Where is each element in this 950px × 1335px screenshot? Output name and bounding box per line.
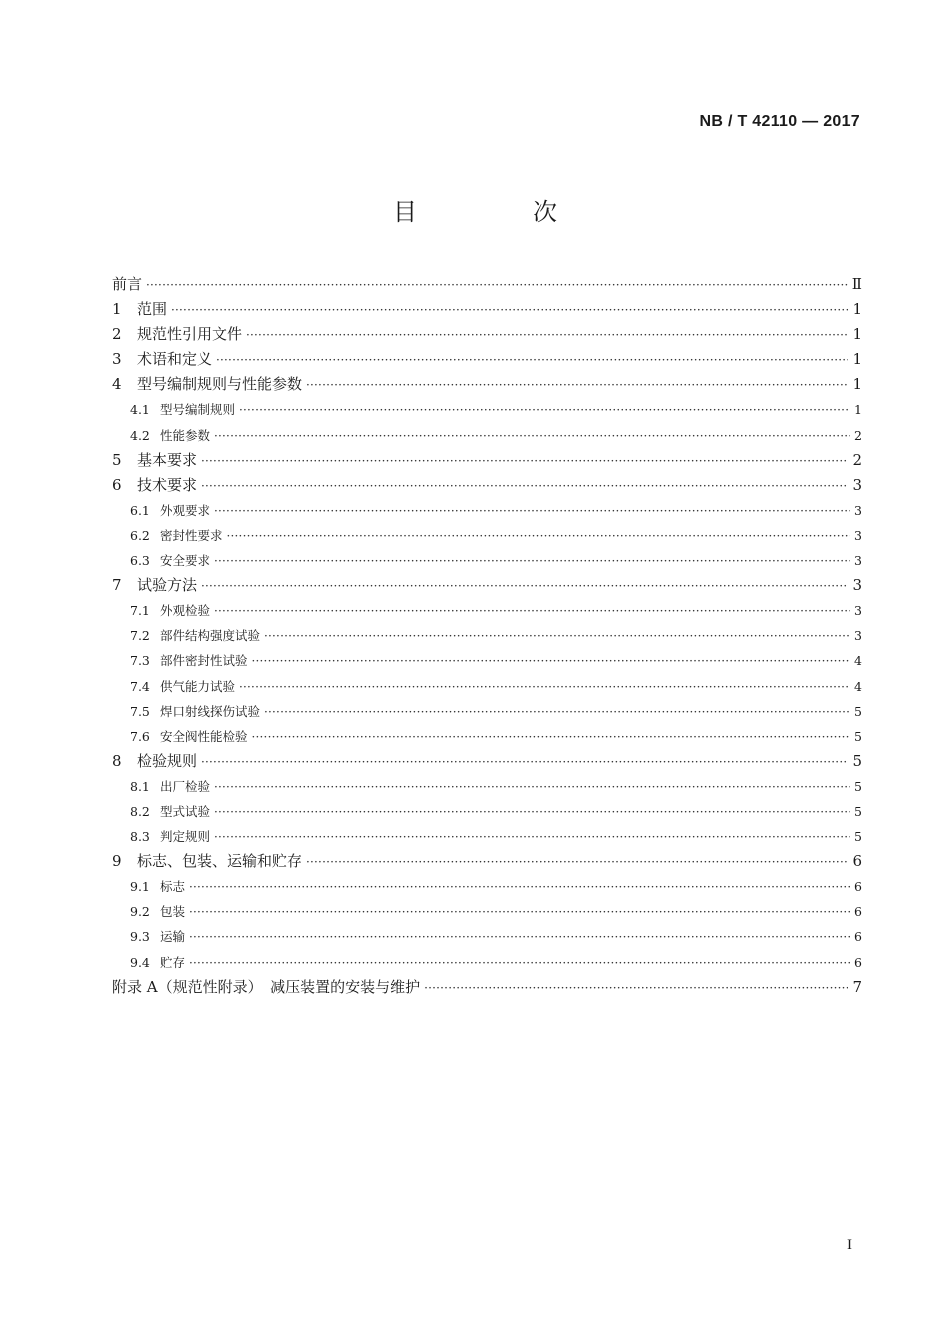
toc-entry-number: 4.2 xyxy=(130,427,150,443)
toc-entry-title: 试验方法 xyxy=(137,576,198,595)
toc-entry-page: 4 xyxy=(854,653,862,669)
toc-entry-number: 6.3 xyxy=(130,553,150,569)
dot-leader xyxy=(216,348,848,373)
dot-leader xyxy=(264,700,850,725)
toc-entry[interactable] xyxy=(112,924,862,949)
toc-entry-title: 焊口射线探伤试验 xyxy=(160,703,261,719)
toc-entry[interactable] xyxy=(112,523,862,548)
toc-entry-number: 9.2 xyxy=(130,904,150,920)
toc-entry[interactable] xyxy=(112,950,862,975)
toc-entry-number: 7.4 xyxy=(130,678,150,694)
toc-entry-page: 4 xyxy=(854,678,862,694)
toc-entry-page: 2 xyxy=(854,427,862,443)
toc-entry-number: 7 xyxy=(112,576,122,595)
toc-entry-number: 7.1 xyxy=(130,603,150,619)
toc-entry-page: 6 xyxy=(854,879,862,895)
dot-leader xyxy=(252,649,850,674)
toc-entry[interactable] xyxy=(112,498,862,523)
dot-leader xyxy=(201,750,848,775)
toc-entry-number: 9 xyxy=(112,852,122,871)
toc-entry-page: Ⅱ xyxy=(851,275,862,293)
toc-entry[interactable] xyxy=(112,397,862,422)
toc-entry[interactable] xyxy=(112,573,862,598)
toc-entry-title: 部件结构强度试验 xyxy=(160,628,261,644)
toc-entry-number: 5 xyxy=(112,450,122,469)
toc-entry-number: 1 xyxy=(112,300,122,319)
toc-entry-page: 5 xyxy=(854,829,862,845)
toc-entry-page: 1 xyxy=(852,375,862,394)
toc-entry-number: 9.1 xyxy=(130,879,150,895)
toc-entry-title: 型号编制规则与性能参数 xyxy=(137,375,303,394)
toc-entry[interactable] xyxy=(112,824,862,849)
dot-leader xyxy=(171,298,848,323)
toc-entry-title: 外观检验 xyxy=(160,603,211,619)
toc-entry[interactable] xyxy=(112,699,862,724)
toc-entry[interactable] xyxy=(112,473,862,498)
dot-leader xyxy=(214,599,850,624)
toc-entry-page: 5 xyxy=(852,751,862,770)
toc-entry[interactable] xyxy=(112,899,862,924)
toc-entry[interactable] xyxy=(112,749,862,774)
toc-entry[interactable] xyxy=(112,975,862,1000)
toc-entry-number: 4 xyxy=(112,375,122,394)
toc-entry-page: 5 xyxy=(854,703,862,719)
dot-leader xyxy=(214,825,850,850)
toc-entry-title: 技术要求 xyxy=(137,475,198,494)
dot-leader xyxy=(214,800,850,825)
toc-entry[interactable] xyxy=(112,598,862,623)
toc-entry-title: 基本要求 xyxy=(137,450,198,469)
toc-entry-page: 1 xyxy=(852,300,862,319)
page-number: I xyxy=(847,1237,852,1253)
toc-entry[interactable] xyxy=(112,448,862,473)
toc-entry-title: 前言 xyxy=(112,275,143,293)
dot-leader xyxy=(306,850,848,875)
toc-entry[interactable] xyxy=(112,849,862,874)
toc-entry-number: 8.3 xyxy=(130,829,150,845)
toc-entry[interactable] xyxy=(112,674,862,699)
dot-leader xyxy=(189,951,850,976)
toc-entry-number: 7.3 xyxy=(130,653,150,669)
toc-entry-number: 6.1 xyxy=(130,502,150,518)
dot-leader xyxy=(214,775,850,800)
dot-leader xyxy=(214,424,850,449)
toc-entry-number: 7.6 xyxy=(130,728,150,744)
toc-entry-page: 6 xyxy=(852,852,862,871)
toc-entry-number: 4.1 xyxy=(130,402,150,418)
dot-leader xyxy=(189,875,850,900)
toc-entry[interactable] xyxy=(112,272,862,297)
dot-leader xyxy=(146,273,848,298)
toc-entry[interactable] xyxy=(112,322,862,347)
toc-entry-title: 术语和定义 xyxy=(137,350,213,369)
toc-entry-title: 安全要求 xyxy=(160,553,211,569)
dot-leader xyxy=(189,925,850,950)
dot-leader xyxy=(246,323,848,348)
toc-entry-page: 3 xyxy=(852,475,862,494)
toc-entry-title: 安全阀性能检验 xyxy=(160,728,248,744)
toc-entry-page: 1 xyxy=(852,350,862,369)
toc-entry[interactable] xyxy=(112,423,862,448)
toc-entry-page: 3 xyxy=(854,553,862,569)
toc-entry[interactable] xyxy=(112,347,862,372)
dot-leader xyxy=(201,474,848,499)
toc-entry-number: 8.1 xyxy=(130,778,150,794)
toc-entry-title: 供气能力试验 xyxy=(160,678,236,694)
dot-leader xyxy=(214,499,850,524)
toc-entry[interactable] xyxy=(112,548,862,573)
toc-entry-page: 3 xyxy=(854,603,862,619)
toc-entry-number: 8.2 xyxy=(130,803,150,819)
toc-entry[interactable] xyxy=(112,774,862,799)
toc-entry[interactable] xyxy=(112,623,862,648)
toc-entry-number: 3 xyxy=(112,350,122,369)
toc-entry-page: 7 xyxy=(852,977,862,996)
toc-entry-title: 型式试验 xyxy=(160,803,211,819)
toc-entry-number: 6 xyxy=(112,475,122,494)
toc-entry-number: 6.2 xyxy=(130,527,150,543)
toc-entry-number: 2 xyxy=(112,325,122,344)
toc-entry-page: 5 xyxy=(854,728,862,744)
standard-code: NB / T 42110 — 2017 xyxy=(699,113,860,130)
dot-leader xyxy=(201,574,848,599)
dot-leader xyxy=(239,398,850,423)
toc-entry-number: 9.4 xyxy=(130,954,150,970)
toc-entry-number: 7.2 xyxy=(130,628,150,644)
toc-entry-title: 范围 xyxy=(137,300,168,319)
toc-entry-title: 密封性要求 xyxy=(160,527,223,543)
dot-leader xyxy=(214,549,850,574)
toc-entry-title: 贮存 xyxy=(160,954,186,970)
toc-entry-title: 判定规则 xyxy=(160,829,211,845)
toc-entry-page: 6 xyxy=(854,929,862,945)
toc-entry-page: 6 xyxy=(854,954,862,970)
toc-entry-page: 1 xyxy=(854,402,862,418)
toc-entry[interactable] xyxy=(112,874,862,899)
toc-entry-title: 型号编制规则 xyxy=(160,402,236,418)
toc-entry-title: 包装 xyxy=(160,904,186,920)
toc-entry-title: 外观要求 xyxy=(160,502,211,518)
toc-entry-page: 3 xyxy=(854,527,862,543)
toc-entry-title: 出厂检验 xyxy=(160,778,211,794)
dot-leader xyxy=(306,373,848,398)
toc-entry-title: 标志、包装、运输和贮存 xyxy=(137,852,303,871)
page-title: 目 次 xyxy=(393,198,603,226)
dot-leader xyxy=(264,624,850,649)
toc-entry-page: 6 xyxy=(854,904,862,920)
toc-entry-page: 2 xyxy=(852,450,862,469)
toc-entry-page: 3 xyxy=(852,576,862,595)
toc-entry[interactable] xyxy=(112,648,862,673)
toc-entry[interactable] xyxy=(112,372,862,397)
toc-entry-title: 运输 xyxy=(160,929,186,945)
toc-entry-title: 规范性引用文件 xyxy=(137,325,243,344)
toc-entry-title: 检验规则 xyxy=(137,751,198,770)
table-of-contents xyxy=(112,272,862,1000)
toc-entry-title: 部件密封性试验 xyxy=(160,653,248,669)
toc-entry-page: 3 xyxy=(854,502,862,518)
toc-entry[interactable] xyxy=(112,297,862,322)
dot-leader xyxy=(201,449,848,474)
toc-entry-title: 附录 A（规范性附录） 减压装置的安装与维护 xyxy=(112,977,421,996)
toc-entry-number: 8 xyxy=(112,751,122,770)
dot-leader xyxy=(227,524,850,549)
toc-entry-page: 5 xyxy=(854,803,862,819)
toc-entry-page: 1 xyxy=(852,325,862,344)
dot-leader xyxy=(424,976,848,1001)
toc-entry[interactable] xyxy=(112,799,862,824)
dot-leader xyxy=(252,725,850,750)
toc-entry-number: 9.3 xyxy=(130,929,150,945)
toc-entry-page: 3 xyxy=(854,628,862,644)
toc-entry-page: 5 xyxy=(854,778,862,794)
toc-entry[interactable] xyxy=(112,724,862,749)
toc-entry-number: 7.5 xyxy=(130,703,150,719)
dot-leader xyxy=(239,675,850,700)
toc-entry-title: 性能参数 xyxy=(160,427,211,443)
dot-leader xyxy=(189,900,850,925)
toc-entry-title: 标志 xyxy=(160,879,186,895)
